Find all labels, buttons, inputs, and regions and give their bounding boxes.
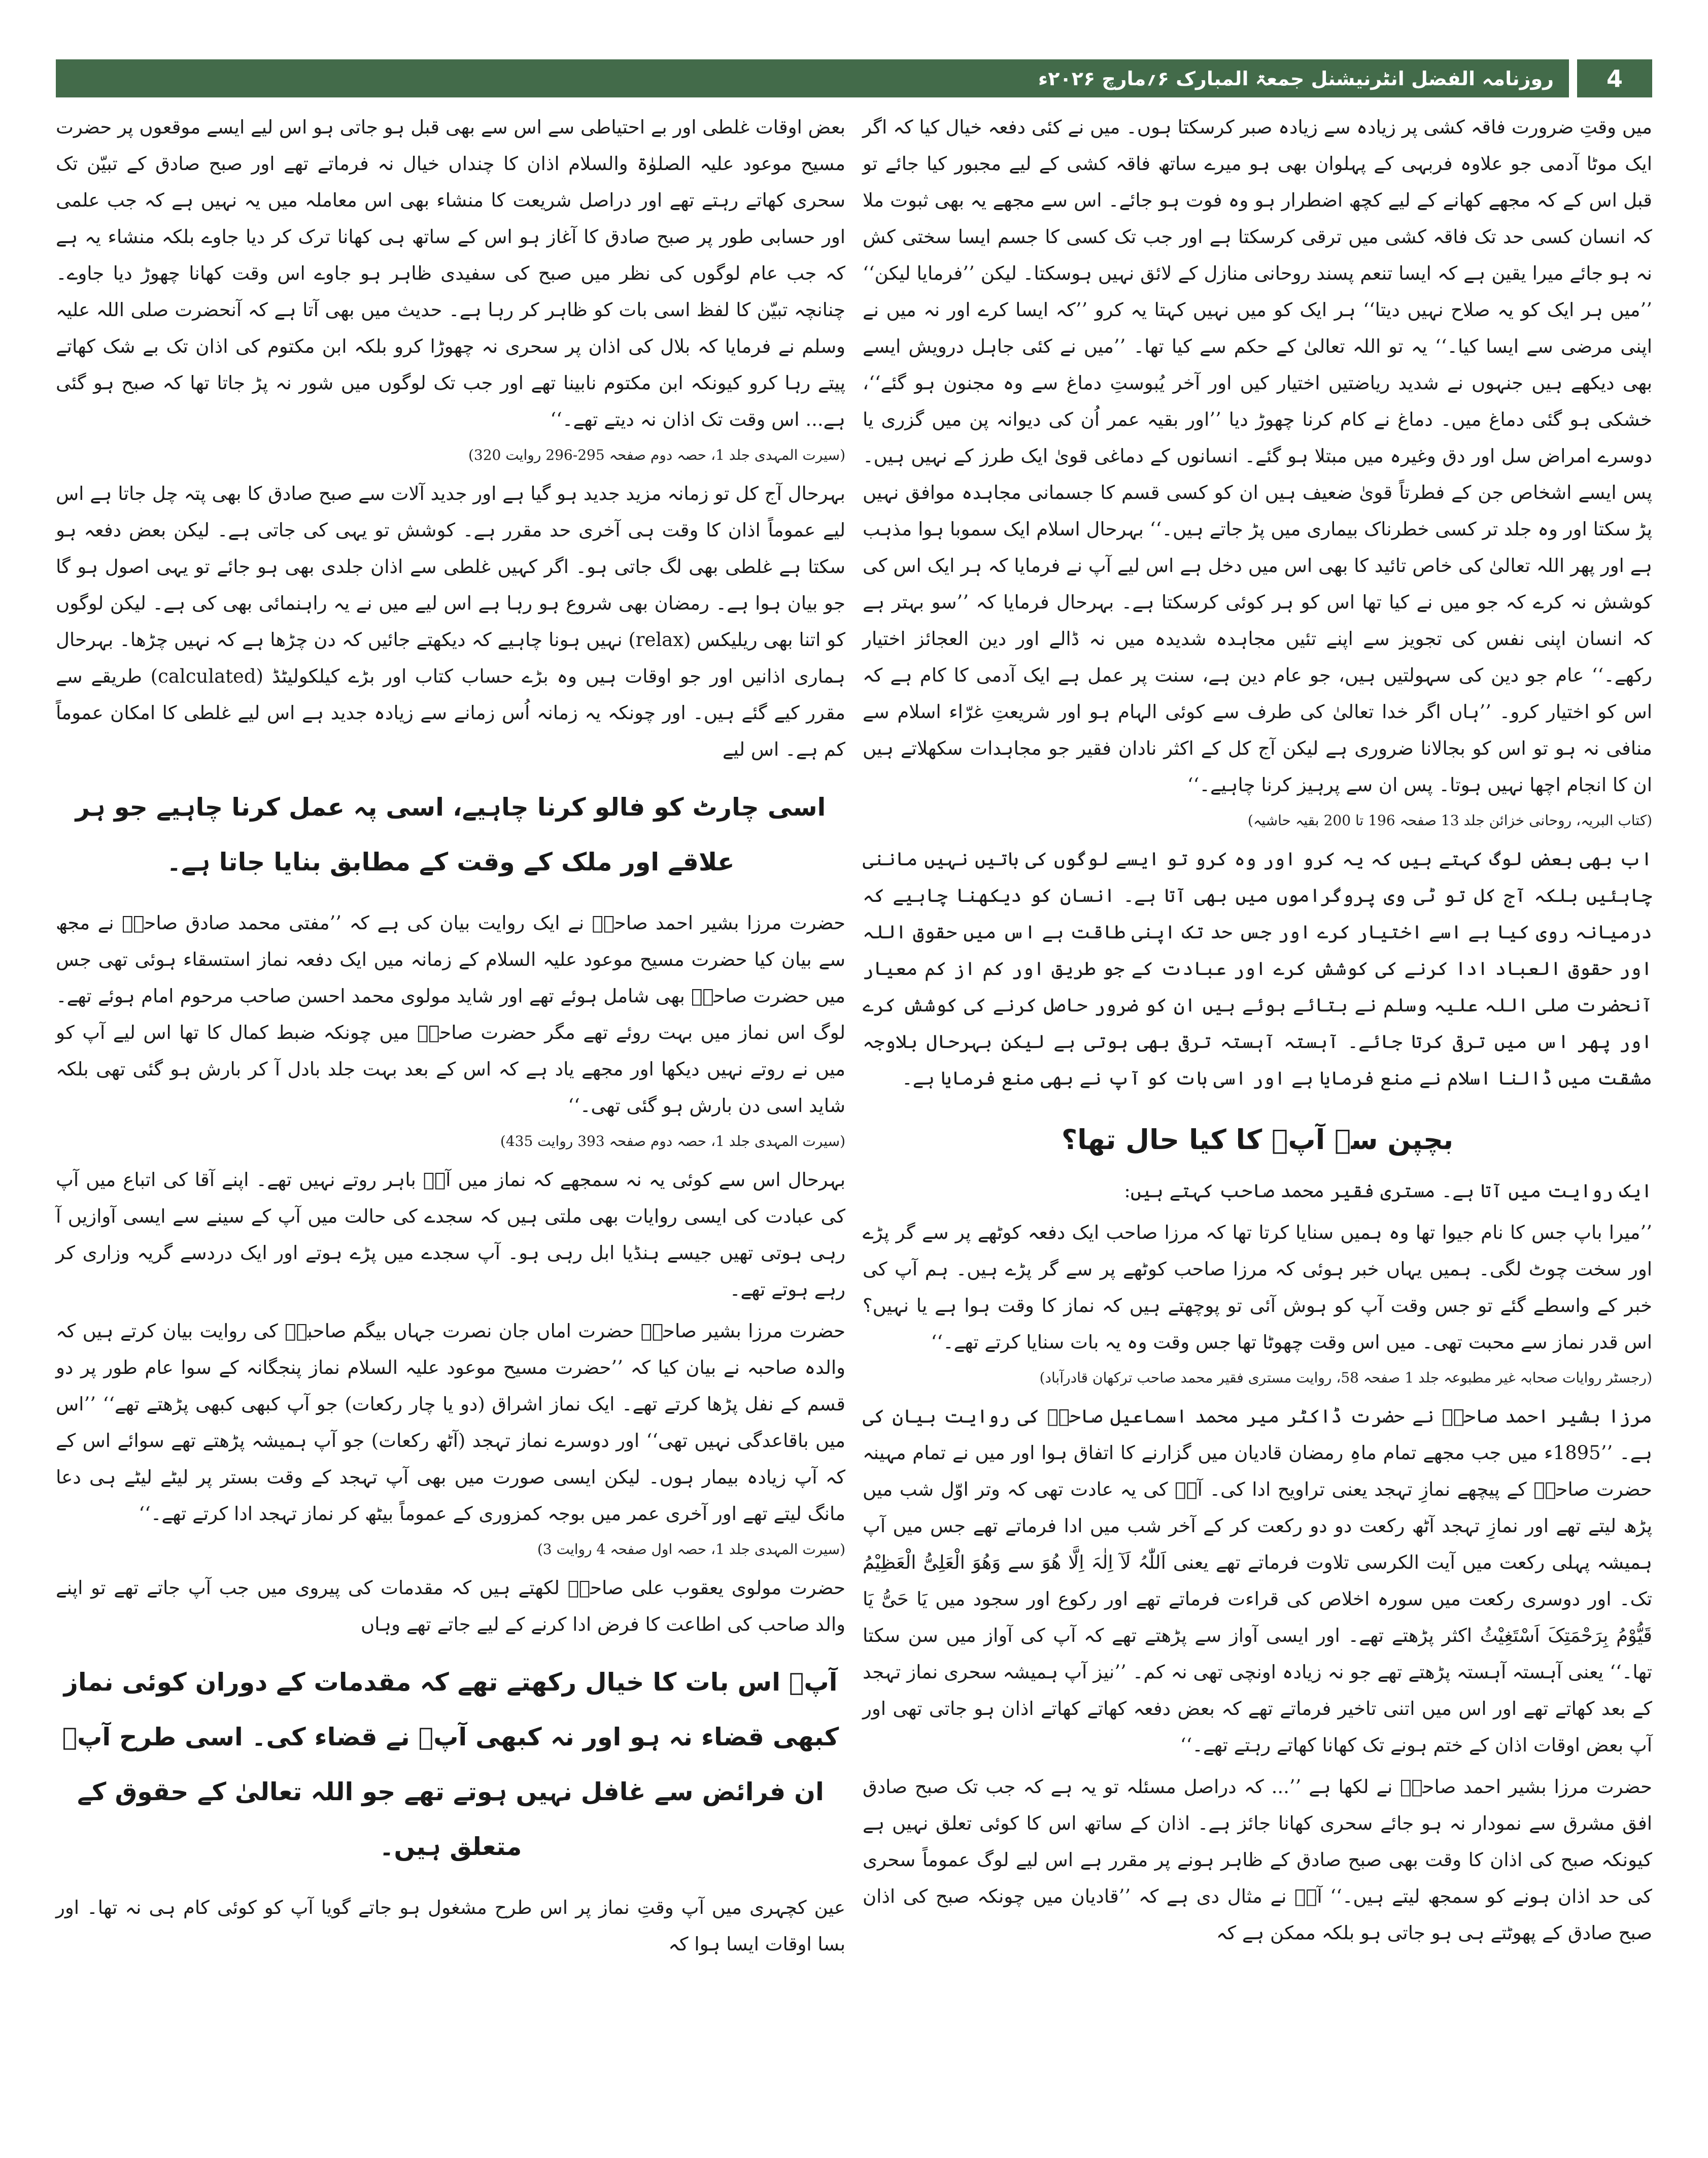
paragraph: بہرحال آج کل تو زمانہ مزید جدید ہو گیا ہے اور جدید آلات سے صبح صادق کا بھی پتہ چل جاتا ہے اس لیے عموماً اذان کا وقت ہی آخری حد مقرر ہے۔ کوشش تو یہی کی جاتی ہے۔ لیکن بعض دفعہ ہو سکتا ہے غلطی بھی لگ جاتی ہو۔ اگر کہیں غلطی سے اذان جلدی بھی ہو جائے تو یہی اصول ہو گا جو بیان ہوا ہے۔ رمضان بھی شروع ہو رہا ہے اس لیے میں نے یہ راہنمائی بھی کی ہے۔ لیکن لوگوں کو اتنا بھی ریلیکس (relax) نہیں ہونا چاہیے کہ دیکھتے جائیں کہ دن چڑھا ہے کہ نہیں چڑھا۔ بہرحال ہماری اذانیں اور جو اوقات ہیں وہ بڑے حساب کتاب اور بڑے کیلکولیٹڈ (calculated) طریقے سے مقرر کیے گئے ہیں۔ اور چونکہ یہ زمانہ اُس زمانے سے زیادہ جدید ہے اس لیے غلطی کا امکان عموماً کم ہے۔ اس لیے (56, 483, 845, 760)
paragraph: بعض اوقات غلطی اور بے احتیاطی سے اس سے بھی قبل ہو جاتی ہو اس لیے ایسے موقعوں پر حضرت مسیح موعود علیہ الصلوٰۃ والسلام اذان کا چنداں خیال نہ فرماتے تھے اور صبح صادق کے تبیّن تک سحری کھاتے رہتے تھے اور دراصل شریعت کا منشاء بھی اس معاملہ میں یہ نہیں ہے کہ جب علمی اور حسابی طور پر صبح صادق کا آغاز ہو اس کے ساتھ ہی کھانا ترک کر دیا جاوے بلکہ منشاء یہ ہے کہ جب عام لوگوں کی نظر میں صبح کی سفیدی ظاہر ہو جاوے اس وقت کھانا چھوڑ دیا جاوے۔ چنانچہ تبیّن کا لفظ اسی بات کو ظاہر کر رہا ہے۔ حدیث میں بھی آتا ہے کہ آنحضرت صلی اللہ علیہ وسلم نے فرمایا کہ بلال کی اذان پر سحری نہ چھوڑا کرو بلکہ ابن مکتوم کی اذان تک بے شک کھاتے پیتے رہا کرو کیونکہ ابن مکتوم نابینا تھے اور جب تک لوگوں میں شور نہ پڑ جاتا تھا کہ صبح ہو گئی ہے... اس وقت تک اذان نہ دیتے تھے۔‘‘ (56, 116, 845, 430)
pull-quote: آپؑ اس بات کا خیال رکھتے تھے کہ مقدمات کے دوران کوئی نماز کبھی قضاء نہ ہو اور نہ کبھی آپؑ نے قضاء کی۔ اسی طرح آپؑ ان فرائض سے غافل نہیں ہوتے تھے جو اللہ تعالیٰ کے حقوق کے متعلق ہیں۔ (62, 1668, 839, 1861)
left-column (56, 109, 845, 2144)
right-column (863, 109, 1652, 2144)
paragraph: حضرت مرزا بشیر احمد صاحبؓ نے لکھا ہے ’’... کہ دراصل مسئلہ تو یہ ہے کہ جب تک صبح صادق افق مشرق سے نمودار نہ ہو جائے سحری کھانا جائز ہے۔ اذان کے ساتھ اس کا کوئی تعلق نہیں ہے کیونکہ صبح کی اذان کا وقت بھی صبح صادق کے ظاہر ہونے پر مقرر ہے اس لیے لوگ عموماً سحری کی حد اذان ہونے کو سمجھ لیتے ہیں۔‘‘ آپؑ نے مثال دی ہے کہ ’’قادیان میں چونکہ صبح کی اذان صبح صادق کے پھوٹتے ہی ہو جاتی ہو بلکہ ممکن ہے کہ (863, 1776, 1652, 1944)
citation: (رجسٹر روایات صحابہ غیر مطبوعہ جلد 1 صفحہ 58، روایت مستری فقیر محمد صاحب ترکھان قادرآباد) (1039, 1369, 1652, 1386)
paragraph: بہرحال اس سے کوئی یہ نہ سمجھے کہ نماز میں آپؑ باہر روتے نہیں تھے۔ اپنے آقا کی اتباع میں آپ کی عبادت کی ایسی روایات بھی ملتی ہیں کہ سجدے کی حالت میں آپ کے سینے سے ایسی آوازیں آ رہی ہوتی تھیں جیسے ہنڈیا ابل رہی ہو۔ آپ سجدے میں پڑے ہوتے اور ایک دردسے گریہ وزاری کر رہے ہوتے تھے۔ (56, 1169, 845, 1300)
paragraph: حضرت مرزا بشیر احمد صاحبؓ نے ایک روایت بیان کی ہے کہ ’’مفتی محمد صادق صاحبؓ نے مجھ سے بیان کیا حضرت مسیح موعود علیہ السلام کے زمانہ میں ایک دفعہ نماز استسقاء ہوئی تھی جس میں حضرت صاحبؑ بھی شامل ہوئے تھے اور شاید مولوی محمد احسن صاحب مرحوم امام ہوئے تھے۔ لوگ اس نماز میں بہت روئے تھے مگر حضرت صاحبؑ میں چونکہ ضبط کمال کا تھا اس لیے آپ کو میں نے روتے نہیں دیکھا اور مجھے یاد ہے کہ اس کے بعد بہت جلد بادل آ کر بارش ہو گئی تھی بلکہ شاید اسی دن بارش ہو گئی تھی۔‘‘ (56, 912, 845, 1117)
citation: (سیرت المہدی جلد 1، حصہ دوم صفحہ 393 روایت 435) (500, 1133, 845, 1150)
page-header (56, 59, 1652, 97)
paragraph: ایک روایت میں آتا ہے۔ مستری فقیر محمد صاحب کہتے ہیں: (1124, 1180, 1652, 1202)
page-number: 4 (1577, 59, 1652, 97)
newspaper-title: روزنامہ الفضل انٹرنیشنل جمعۃ المبارک ۶؍مارچ ۲۰۲۶ء (1038, 67, 1554, 90)
paragraph: عین کچہری میں آپ وقتِ نماز پر اس طرح مشغول ہو جاتے گویا آپ کو کوئی کام ہی نہ تھا۔ اور بسا اوقات ایسا ہوا کہ (56, 1897, 845, 1955)
citation: (سیرت المہدی جلد 1، حصہ اول صفحہ 4 روایت 3) (537, 1541, 845, 1558)
pull-quote: اسی چارٹ کو فالو کرنا چاہیے، اسی پہ عمل کرنا چاہیے جو ہر علاقے اور ملک کے وقت کے مطابق بنایا جاتا ہے۔ (75, 793, 826, 876)
paragraph: حضرت مولوی یعقوب علی صاحبؓ لکھتے ہیں کہ مقدمات کی پیروی میں جب آپ جاتے تھے تو اپنے والد صاحب کی اطاعت کا فرض ادا کرنے کے لیے جاتے تھے وہاں (56, 1577, 845, 1635)
section-heading: بچپن سے آپؑ کا کیا حال تھا؟ (1061, 1124, 1454, 1156)
paragraph: مرزا بشیر احمد صاحبؓ نے حضرت ڈاکٹر میر محمد اسماعیل صاحبؓ کی روایت بیان کی ہے۔ ’’1895ء میں جب مجھے تمام ماہِ رمضان قادیان میں گزارنے کا اتفاق ہوا اور میں نے تمام مہینہ حضرت صاحبؑ کے پیچھے نمازِ تہجد یعنی تراویح ادا کی۔ آپؑ کی یہ عادت تھی کہ وتر اوّل شب میں پڑھ لیتے تھے اور نمازِ تہجد آٹھ رکعت دو دو رکعت کر کے آخر شب میں ادا فرماتے تھے جس میں آپ ہمیشہ پہلی رکعت میں آیت الکرسی تلاوت فرماتے تھے یعنی اَللّٰہُ لَآ اِلٰہَ اِلَّا ھُوَ سے وَھُوَ الْعَلِیُّ الْعَظِیْمُ تک۔ اور دوسری رکعت میں سورہ اخلاص کی قراءت فرماتے تھے اور رکوع اور سجود میں یَا حَیُّ یَا قَیُّوْمُ بِرَحْمَتِکَ اَسْتَغِیْثُ اکثر پڑھتے تھے۔ اور ایسی آواز سے پڑھتے تھے کہ آپ کی آواز میں سن سکتا تھا۔‘‘ یعنی آہستہ آہستہ پڑھتے تھے جو نہ زیادہ اونچی تھی نہ کم۔ ’’نیز آپ ہمیشہ سحری نماز تہجد کے بعد کھاتے تھے اور اس میں اتنی تاخیر فرماتے تھے کہ بعض دفعہ کھاتے کھاتے اذان ہو جاتی تھی اور آپ بعض اوقات اذان کے ختم ہونے تک کھانا کھاتے رہتے تھے۔‘‘ (863, 1405, 1653, 1756)
citation: (سیرت المہدی جلد 1، حصہ دوم صفحہ 295-296 روایت 320) (468, 447, 845, 463)
citation: (کتاب البریہ، روحانی خزائن جلد 13 صفحہ 196 تا 200 بقیہ حاشیہ) (1247, 812, 1652, 829)
paragraph: اب بھی بعض لوگ کہتے ہیں کہ یہ کرو اور وہ کرو تو ایسے لوگوں کی باتیں نہیں ماننی چاہئیں بلکہ آج کل تو ٹی وی پروگراموں میں بھی آتا ہے۔ انسان کو دیکھنا چاہیے کہ درمیانہ روی کیا ہے اسے اختیار کرے اور جس حد تک اپنی طاقت ہے اس میں حقوق اللہ اور حقوق العباد ادا کرنے کی کوشش کرے اور عبادت کے جو طریق اور کم از کم معیار آنحضرت صلی اللہ علیہ وسلم نے بتائے ہوئے ہیں ان کو ضرور حاصل کرنے کی کوشش کرے اور پھر اس میں ترقی کرتا جائے۔ آہستہ آہستہ ترقی بھی ہوتی ہے لیکن بہرحال بلاوجہ مشقت میں ڈالنا اسلام نے منع فرمایا ہے اور اسی بات کو آپ نے بھی منع فرمایا ہے۔ (863, 848, 1652, 1089)
paragraph: حضرت مرزا بشیر صاحبؓ حضرت اماں جان نصرت جہاں بیگم صاحبہؓ کی روایت بیان کرتے ہیں کہ والدہ صاحبہ نے بیان کیا کہ ’’حضرت مسیح موعود علیہ السلام نماز پنجگانہ کے سوا عام طور پر دو قسم کے نفل پڑھا کرتے تھے۔ ایک نماز اشراق (دو یا چار رکعات) جو آپ کبھی کبھی پڑھتے تھے‘‘ ’’اس میں باقاعدگی نہیں تھی‘‘ اور دوسرے نماز تہجد (آٹھ رکعات) جو آپ ہمیشہ پڑھتے تھے سوائے اس کے کہ آپ زیادہ بیمار ہوں۔ لیکن ایسی صورت میں بھی آپ تہجد کے وقت بستر پر لیٹے لیٹے ہی دعا مانگ لیتے تھے اور آخری عمر میں بوجہ کمزوری کے عموماً بیٹھ کر نماز تہجد ادا کرتے تھے۔‘‘ (56, 1320, 845, 1525)
paragraph: میں وقتِ ضرورت فاقہ کشی پر زیادہ سے زیادہ صبر کرسکتا ہوں۔ میں نے کئی دفعہ خیال کیا کہ اگر ایک موٹا آدمی جو علاوہ فربہی کے پہلوان بھی ہو میرے ساتھ فاقہ کشی کے لیے مجبور کیا جائے تو قبل اس کے کہ مجھے کھانے کے لیے کچھ اضطرار ہو وہ فوت ہو جائے۔ اس سے مجھے یہ بھی ثبوت ملا کہ انسان کسی حد تک فاقہ کشی میں ترقی کرسکتا ہے اور جب تک کسی کا جسم ایسا سختی کش نہ ہو جائے میرا یقین ہے کہ ایسا تنعم پسند روحانی منازل کے لائق نہیں ہوسکتا۔ لیکن ’’فرمایا لیکن‘‘ ’’میں ہر ایک کو یہ صلاح نہیں دیتا‘‘ ہر ایک کو میں نہیں کہتا یہ کرو ’’کہ ایسا کرے اور نہ میں نے اپنی مرضی سے ایسا کیا۔‘‘ یہ تو اللہ تعالیٰ کے حکم سے کیا تھا۔ ’’میں نے کئی جاہل درویش ایسے بھی دیکھے ہیں جنہوں نے شدید ریاضتیں اختیار کیں اور آخر یُبوستِ دماغ سے وہ مجنون ہو گئے‘‘، خشکی ہو گئی دماغ میں۔ دماغ نے کام کرنا چھوڑ دیا ’’اور بقیہ عمر اُن کی دیوانہ پن میں گزری یا دوسرے امراض سل اور دق وغیرہ میں مبتلا ہو گئے۔ انسانوں کے دماغی قویٰ ایک طرز کے نہیں ہیں۔ پس ایسے اشخاص جن کے فطرتاً قویٰ ضعیف ہیں ان کو کسی قسم کا جسمانی مجاہدہ موافق نہیں پڑ سکتا اور وہ جلد تر کسی خطرناک بیماری میں پڑ جاتے ہیں۔‘‘ بہرحال اسلام ایک سموبا ہوا مذہب ہے اور پھر اللہ تعالیٰ کی خاص تائید کا بھی اس میں دخل ہے اس لیے آپ نے فرمایا کہ ہر ایک اس کی کوشش نہ کرے کہ جو میں نے کیا تھا اس کو ہر کوئی کرسکتا ہے۔ بہرحال فرمایا کہ ’’سو بہتر ہے کہ انسان اپنی نفس کی تجویز سے اپنے تئیں مجاہدہ شدیدہ میں نہ ڈالے اور دین العجائز اختیار رکھے۔‘‘ عام جو دین کی سہولتیں ہیں، جو عام دین ہے، سنت پر عمل ہے ایک آدمی کا کام ہے کہ اس کو اختیار کرو۔ ’’ہاں اگر خدا تعالیٰ کی طرف سے کوئی الہام ہو اور شریعتِ غرّاء اسلام سے منافی نہ ہو تو اس کو بجالانا ضروری ہے لیکن آج کل کے اکثر نادان فقیر جو مجاہدات سکھلاتے ہیں ان کا انجام اچھا نہیں ہوتا۔ پس ان سے پرہیز کرنا چاہیے۔‘‘ (863, 116, 1653, 796)
paragraph: ’’میرا باپ جس کا نام جیوا تھا وہ ہمیں سنایا کرتا تھا کہ مرزا صاحب ایک دفعہ کوٹھے پر سے گر پڑے اور سخت چوٹ لگی۔ ہمیں یہاں خبر ہوئی کہ مرزا صاحب کوٹھے پر سے گر پڑے ہیں۔ ہم آپ کی خبر کے واسطے گئے تو جس وقت آپ کو ہوش آئی تو پوچھتے ہیں کہ نماز کا وقت ہوا ہے یا نہیں؟ اس قدر نماز سے محبت تھی۔ میں اس وقت چھوٹا تھا جس وقت وہ یہ بات سنایا کرتے تھے۔‘‘ (863, 1222, 1652, 1353)
header-bar (56, 59, 1569, 97)
